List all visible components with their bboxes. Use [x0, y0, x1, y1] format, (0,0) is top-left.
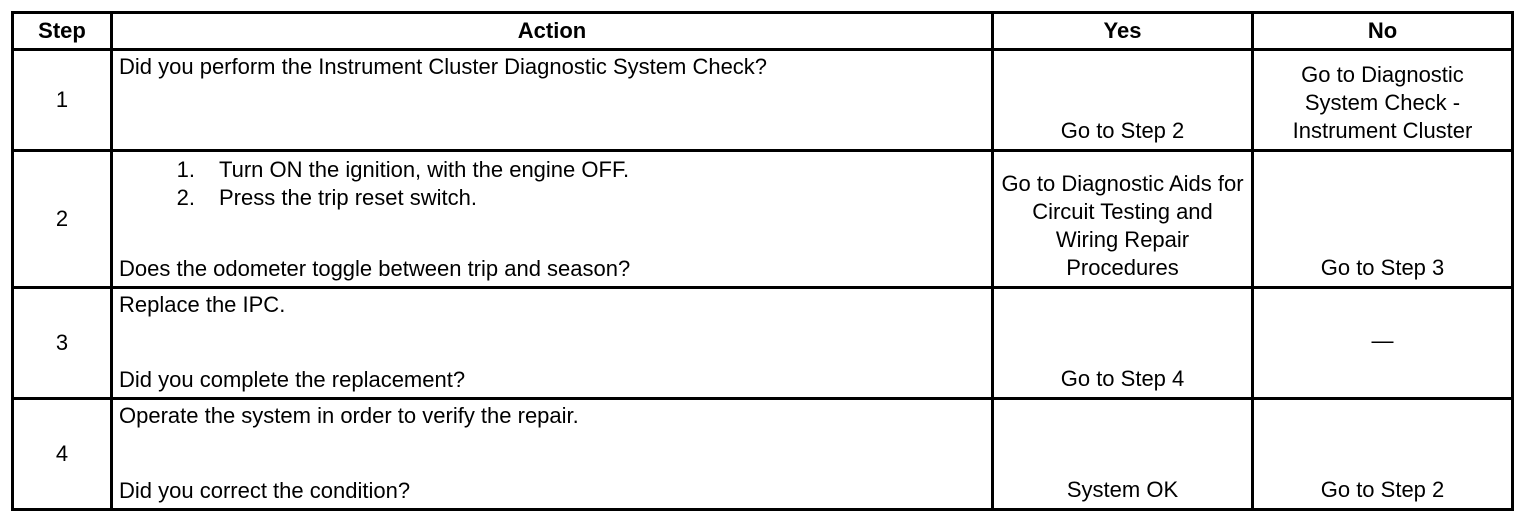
yes-result: System OK [993, 399, 1253, 510]
no-result: Go to Step 3 [1253, 151, 1513, 288]
substep-item [119, 156, 629, 184]
step-number: 3 [13, 288, 112, 399]
no-result: — [1253, 288, 1513, 399]
substep-number: 2. [176, 185, 195, 210]
action-question: Did you correct the condition? [119, 478, 411, 503]
action-cell [112, 399, 993, 510]
yes-result: Go to Diagnostic Aids for Circuit Testing and Wiring Repair Procedures [993, 151, 1253, 288]
action-cell [112, 50, 993, 151]
yes-result: Go to Step 4 [993, 288, 1253, 399]
step-number: 4 [13, 399, 112, 510]
table-row [13, 50, 1513, 151]
substep-number: 1. [176, 157, 195, 182]
header-no: No [1253, 13, 1513, 50]
action-instruction: Operate the system in order to verify the repair. [119, 403, 579, 428]
substep-list [119, 156, 629, 212]
header-action: Action [112, 13, 993, 50]
substep-item [119, 184, 629, 212]
header-step: Step [13, 13, 112, 50]
action-question: Did you perform the Instrument Cluster Diagnostic System Check? [119, 54, 768, 79]
action-cell [112, 151, 993, 288]
action-question: Does the odometer toggle between trip and season? [119, 256, 631, 281]
table-row [13, 151, 1513, 288]
no-result: Go to Step 2 [1253, 399, 1513, 510]
step-number: 1 [13, 50, 112, 151]
action-instruction: Replace the IPC. [119, 292, 286, 317]
action-question: Did you complete the replacement? [119, 367, 466, 392]
substep-text: Turn ON the ignition, with the engine OFF. [219, 157, 630, 182]
no-result: Go to Diagnostic System Check - Instrument Cluster [1253, 50, 1513, 151]
table-row [13, 288, 1513, 399]
diagnostic-table [11, 11, 1514, 511]
header-row [13, 13, 1513, 50]
step-number: 2 [13, 151, 112, 288]
yes-result: Go to Step 2 [993, 50, 1253, 151]
header-yes: Yes [993, 13, 1253, 50]
action-cell [112, 288, 993, 399]
substep-text: Press the trip reset switch. [219, 185, 477, 210]
table-row [13, 399, 1513, 510]
